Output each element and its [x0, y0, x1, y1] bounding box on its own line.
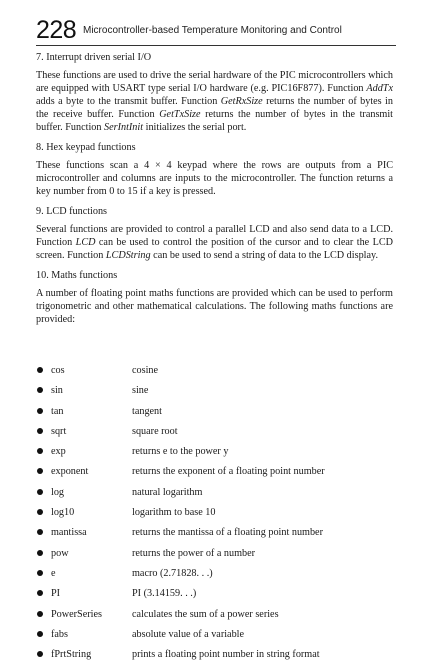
bullet-icon — [37, 550, 43, 556]
maths-function-list — [36, 364, 393, 668]
bullet-icon — [37, 489, 43, 495]
function-name-italic: SerIntInit — [104, 122, 144, 133]
function-name-italic: GetTxSize — [159, 109, 201, 120]
function-description: PI (3.14159. . .) — [132, 588, 197, 600]
bullet-icon — [37, 468, 43, 474]
running-title: Microcontroller-based Temperature Monitoring and Control — [83, 25, 342, 36]
text-run: returns the number of bytes in the receive buffer. Function — [36, 96, 393, 120]
function-name: PI — [51, 588, 61, 600]
list-item — [36, 506, 393, 526]
text-run: A number of floating point maths functions are provided which can be used to perform trigonometric and other mathematical calculations. The following maths functions are provided: — [36, 288, 393, 325]
text-run: These functions are used to drive the serial hardware of the PIC microcontrollers which are equipped with USART type serial I/O hardware (e.g. PIC16F877). Function — [36, 70, 393, 94]
function-name-italic: LCDString — [105, 250, 151, 261]
function-description: tangent — [132, 405, 162, 417]
function-description: logarithm to base 10 — [132, 507, 216, 519]
function-name-italic: AddTx — [366, 83, 393, 94]
text-run: can be used to control the position of the cursor and to clear the LCD screen. Function — [36, 237, 393, 261]
bullet-icon — [37, 651, 43, 657]
body-text — [36, 51, 393, 326]
header-rule — [36, 45, 396, 46]
function-name-italic: LCD — [75, 237, 96, 248]
list-item — [36, 364, 393, 384]
list-item — [36, 405, 393, 425]
bullet-icon — [37, 428, 43, 434]
text-run: initializes the serial port. — [143, 122, 247, 133]
list-item — [36, 425, 393, 445]
bullet-icon — [37, 387, 43, 393]
bullet-icon — [37, 509, 43, 515]
function-name: fPrtString — [51, 649, 92, 661]
function-description: returns the exponent of a floating point number — [132, 466, 325, 478]
bullet-icon — [37, 590, 43, 596]
bullet-icon — [37, 611, 43, 617]
list-item — [36, 648, 393, 668]
section-paragraph-serial-io — [36, 69, 393, 134]
list-item — [36, 547, 393, 567]
function-description: sine — [132, 385, 149, 397]
page-header — [36, 16, 396, 44]
function-name: cos — [51, 365, 65, 376]
function-description: absolute value of a variable — [132, 628, 245, 640]
list-item — [36, 567, 393, 587]
function-description: square root — [132, 425, 178, 437]
bullet-icon — [37, 570, 43, 576]
function-description: macro (2.71828. . .) — [132, 567, 213, 579]
text-run: Several functions are provided to control a parallel LCD and also send data to a LCD. Function — [36, 224, 393, 248]
list-item — [36, 526, 393, 546]
function-description: prints a floating point number in string format — [132, 649, 320, 661]
bullet-icon — [37, 448, 43, 454]
section-paragraph-lcd — [36, 223, 393, 262]
function-description: returns the power of a number — [132, 547, 256, 559]
list-item — [36, 465, 393, 485]
text-run: These functions scan a 4 × 4 keypad where the rows are outputs from a PIC microcontroller and columns are inputs to the microcontroller. The function returns a key number from 0 to 15 if a key is pressed. — [36, 160, 393, 197]
bullet-icon — [37, 367, 43, 373]
list-item — [36, 628, 393, 648]
section-heading-keypad: 8. Hex keypad functions — [36, 142, 136, 153]
function-name: sqrt — [51, 425, 67, 437]
function-name: log — [51, 486, 65, 498]
function-description: calculates the sum of a power series — [132, 608, 279, 620]
list-item — [36, 608, 393, 628]
section-heading-lcd: 9. LCD functions — [36, 206, 108, 217]
function-description: returns the mantissa of a floating point number — [132, 527, 323, 539]
text-run: returns the number of bytes in the transmit buffer. Function — [36, 109, 393, 133]
list-item — [36, 384, 393, 404]
section-heading-serial-io: 7. Interrupt driven serial I/O — [36, 52, 152, 63]
bullet-icon — [37, 529, 43, 535]
section-heading-maths: 10. Maths functions — [36, 270, 118, 281]
function-name: fabs — [51, 628, 68, 640]
function-name: pow — [51, 547, 69, 559]
function-name: exponent — [51, 466, 89, 478]
function-name: tan — [51, 405, 64, 417]
text-run: adds a byte to the transmit buffer. Function — [36, 96, 221, 107]
text-run: can be used to send a string of data to the LCD display. — [150, 250, 378, 261]
list-item — [36, 486, 393, 506]
function-name: log10 — [51, 507, 75, 519]
function-name: mantissa — [51, 527, 87, 539]
section-paragraph-keypad — [36, 159, 393, 198]
page-number: 228 — [36, 16, 77, 44]
function-name: PowerSeries — [51, 608, 102, 620]
section-paragraph-maths — [36, 287, 393, 326]
function-name-italic: GetRxSize — [220, 96, 263, 107]
function-description: returns e to the power y — [132, 446, 229, 458]
function-description: cosine — [132, 365, 159, 376]
function-name: sin — [51, 385, 63, 397]
function-description: natural logarithm — [132, 486, 203, 498]
list-item — [36, 587, 393, 607]
bullet-icon — [37, 631, 43, 637]
list-item — [36, 445, 393, 465]
function-name: e — [51, 567, 56, 579]
bullet-icon — [37, 408, 43, 414]
function-name: exp — [51, 446, 66, 458]
